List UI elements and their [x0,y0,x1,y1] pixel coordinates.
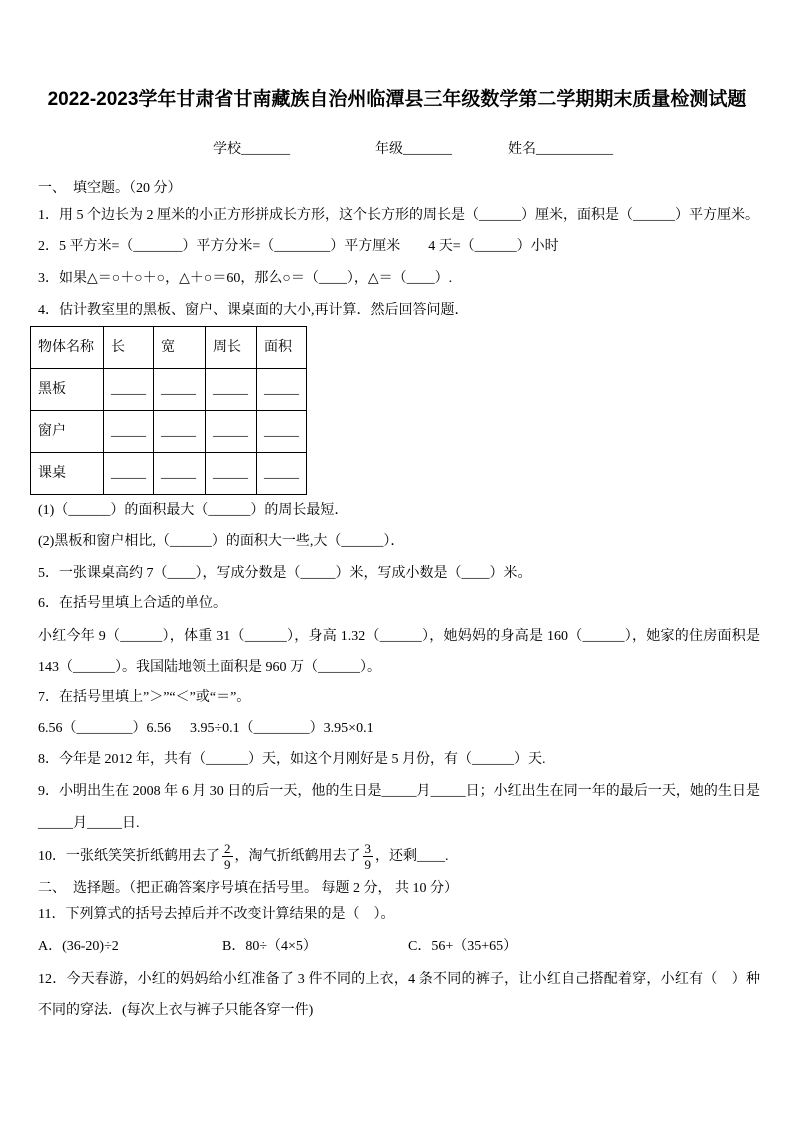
table-row [31,369,307,411]
fraction-numerator: 2 [224,841,231,857]
question-10-text-before: 10．一张纸笑笑折纸鹤用去了 [38,849,220,864]
fraction [363,842,374,871]
table-blank-cell: _____ [154,453,206,495]
option-b: B．80÷（4×5） [222,939,317,954]
table-row-label: 窗户 [31,411,104,453]
option-a: A．(36-20)÷2 [38,939,119,954]
table-blank-cell: _____ [154,411,206,453]
table-blank-cell: _____ [104,453,154,495]
fraction-denominator: 9 [364,857,371,873]
question-3: 3．如果△＝○＋○＋○，△＋○＝60，那么○＝（____），△＝（____）. [38,271,453,286]
grade-field: 年级_______ [375,142,452,157]
comparison-item: 6.56（________）6.56 [38,721,171,736]
table-blank-cell: _____ [206,369,257,411]
question-5: 5．一张课桌高约 7（____），写成分数是（_____）米，写成小数是（____）米。 [38,566,532,581]
exam-title: 2022-2023学年甘肃省甘南藏族自治州临潭县三年级数学第二学期期末质量检测试题 [47,89,747,110]
question-10-text-middle: ，淘气折纸鹤用去了 [234,849,361,864]
comparison-item: 3.95÷0.1（________）3.95×0.1 [190,721,374,736]
table-blank-cell: _____ [257,369,307,411]
table-blank-cell: _____ [104,411,154,453]
question-4-prompt: 4．估计教室里的黑板、窗户、课桌面的大小,再计算．然后回答问题． [38,303,469,318]
question-2: 2．5 平方米=（_______）平方分米=（________）平方厘米 4 天=（______）小时 [38,239,559,254]
table-blank-cell: _____ [154,369,206,411]
question-10 [38,842,760,872]
question-8: 8．今年是 2012 年，共有（______）天，如这个月刚好是 5 月份，有（______）天. [38,752,546,767]
fraction [222,842,233,871]
question-7-body [38,719,760,739]
table-header-width: 宽 [154,327,206,369]
question-11-prompt: 11．下列算式的括号去掉后并不改变计算结果的是（ ）。 [38,907,395,922]
fraction-numerator: 3 [364,841,371,857]
table-blank-cell: _____ [206,411,257,453]
question-6-prompt: 6．在括号里填上合适的单位。 [38,596,227,611]
table-row [31,411,307,453]
question-11-options [38,937,760,957]
question-4-sub-2: (2)黑板和窗户相比,（______）的面积大一些,大（______）． [38,534,405,549]
table-header-row [31,327,307,369]
question-1: 1．用 5 个边长为 2 厘米的小正方形拼成长方形，这个长方形的周长是（______）厘米，面积是（______）平方厘米。 [38,208,759,223]
table-blank-cell: _____ [257,453,307,495]
table-row [31,453,307,495]
section-fill-heading: 一、 填空题。（20 分） [38,181,182,196]
table-blank-cell: _____ [206,453,257,495]
question-9: 9．小明出生在 2008 年 6 月 30 日的后一天，他的生日是_____月_____日；小红出生在同一年的最后一天，她的生日是_____月_____日. [38,784,760,831]
table-header-object-name: 物体名称 [31,327,104,369]
section-choice-heading: 二、 选择题。（把正确答案序号填在括号里。 每题 2 分， 共 10 分） [38,881,458,896]
question-10-text-after: ，还剩____. [375,849,449,864]
question-12: 12．今天春游，小红的妈妈给小红准备了 3 件不同的上衣，4 条不同的裤子，让小红自己搭配着穿，小红有（ ）种不同的穿法．(每次上衣与裤子只能各穿一件) [38,971,760,1018]
fraction-denominator: 9 [224,857,231,873]
school-field: 学校_______ [213,142,290,157]
table-header-length: 长 [104,327,154,369]
table-header-perimeter: 周长 [206,327,257,369]
table-row-label: 课桌 [31,453,104,495]
question-4-sub-1: (1)（______）的面积最大（______）的周长最短． [38,503,349,518]
table-row-label: 黑板 [31,369,104,411]
table-blank-cell: _____ [257,411,307,453]
table-header-area: 面积 [257,327,307,369]
name-field: 姓名___________ [508,142,613,157]
estimation-table [30,326,307,495]
table-blank-cell: _____ [104,369,154,411]
option-c: C．56+（35+65） [408,939,518,954]
question-6-body: 小红今年 9（______），体重 31（______），身高 1.32（______），她妈妈的身高是 160（______），她家的住房面积是 143（______）。我国陆地领土面积是 960 万（______）。 [38,628,760,675]
question-7-prompt: 7．在括号里填上”＞”“＜”或“＝”。 [38,690,251,705]
